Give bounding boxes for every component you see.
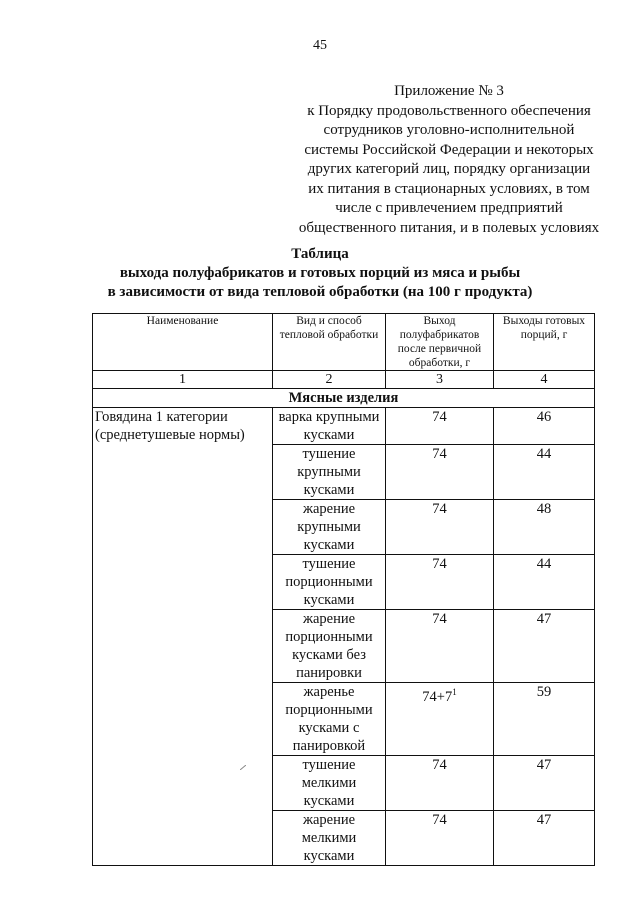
table-title-line: Таблица xyxy=(291,246,349,262)
semi-yield-cell: 74 xyxy=(386,756,494,811)
ready-yield-cell: 44 xyxy=(494,445,595,500)
semi-yield-cell: 74 xyxy=(386,408,494,445)
semi-yield-cell: 74 xyxy=(386,500,494,555)
appendix-line: к Порядку продовольственного обеспечения xyxy=(307,102,591,119)
column-number-row xyxy=(93,371,595,389)
ready-yield-cell: 47 xyxy=(494,811,595,866)
semi-yield-cell xyxy=(386,683,494,756)
method-cell: жаренье порционными кусками с панировкой xyxy=(273,683,386,756)
yield-table xyxy=(92,313,595,866)
section-title: Мясные изделия xyxy=(93,389,595,408)
table-title-line: в зависимости от вида тепловой обработки (на 100 г продукта) xyxy=(107,284,533,300)
table-title xyxy=(0,245,640,302)
method-cell: жарение крупными кусками xyxy=(273,500,386,555)
method-cell: тушение мелкими кусками xyxy=(273,756,386,811)
header-semi-yield: Выход полуфабрикатов после первичной обработки, г xyxy=(386,314,494,371)
table-row xyxy=(93,408,595,445)
ready-yield-cell: 46 xyxy=(494,408,595,445)
ready-yield-cell: 44 xyxy=(494,555,595,610)
appendix-line: Приложение № 3 xyxy=(394,83,504,99)
table-header-row xyxy=(93,314,595,371)
header-name: Наименование xyxy=(93,314,273,371)
semi-yield-cell: 74 xyxy=(386,610,494,683)
appendix-line: сотрудников уголовно-исполнительной xyxy=(323,122,575,138)
header-method: Вид и способ тепловой обработки xyxy=(273,314,386,371)
semi-yield-cell: 74 xyxy=(386,811,494,866)
method-cell: жарение мелкими кусками xyxy=(273,811,386,866)
column-number: 2 xyxy=(273,371,386,389)
ready-yield-cell: 47 xyxy=(494,610,595,683)
appendix-line: системы Российской Федерации и некоторых xyxy=(304,141,594,158)
ready-yield-cell: 47 xyxy=(494,756,595,811)
header-ready-yield: Выходы готовых порций, г xyxy=(494,314,595,371)
method-cell: жарение порционными кусками без панировки xyxy=(273,610,386,683)
column-number: 1 xyxy=(93,371,273,389)
section-row xyxy=(93,389,595,408)
semi-yield-value: 74+7 xyxy=(422,688,453,705)
semi-yield-cell: 74 xyxy=(386,555,494,610)
method-cell: варка крупными кусками xyxy=(273,408,386,445)
column-number: 3 xyxy=(386,371,494,389)
ready-yield-cell: 48 xyxy=(494,500,595,555)
footnote-marker: 1 xyxy=(452,687,457,697)
scan-artifact-mark xyxy=(240,765,246,770)
table-title-line: выхода полуфабрикатов и готовых порций из мяса и рыбы xyxy=(119,265,521,281)
method-cell: тушение крупными кусками xyxy=(273,445,386,500)
ready-yield-cell: 59 xyxy=(494,683,595,756)
appendix-line: общественного питания, и в полевых условиях xyxy=(298,219,600,236)
page-number: 45 xyxy=(313,38,327,53)
product-name: Говядина 1 категории (среднетушевые нормы) xyxy=(93,408,273,866)
appendix-line: других категорий лиц, порядку организации xyxy=(307,161,591,177)
column-number: 4 xyxy=(494,371,595,389)
appendix-block xyxy=(290,82,608,238)
appendix-line: их питания в стационарных условиях, в том xyxy=(308,180,590,197)
method-cell: тушение порционными кусками xyxy=(273,555,386,610)
appendix-line: числе с привлечением предприятий xyxy=(335,200,563,216)
semi-yield-cell: 74 xyxy=(386,445,494,500)
